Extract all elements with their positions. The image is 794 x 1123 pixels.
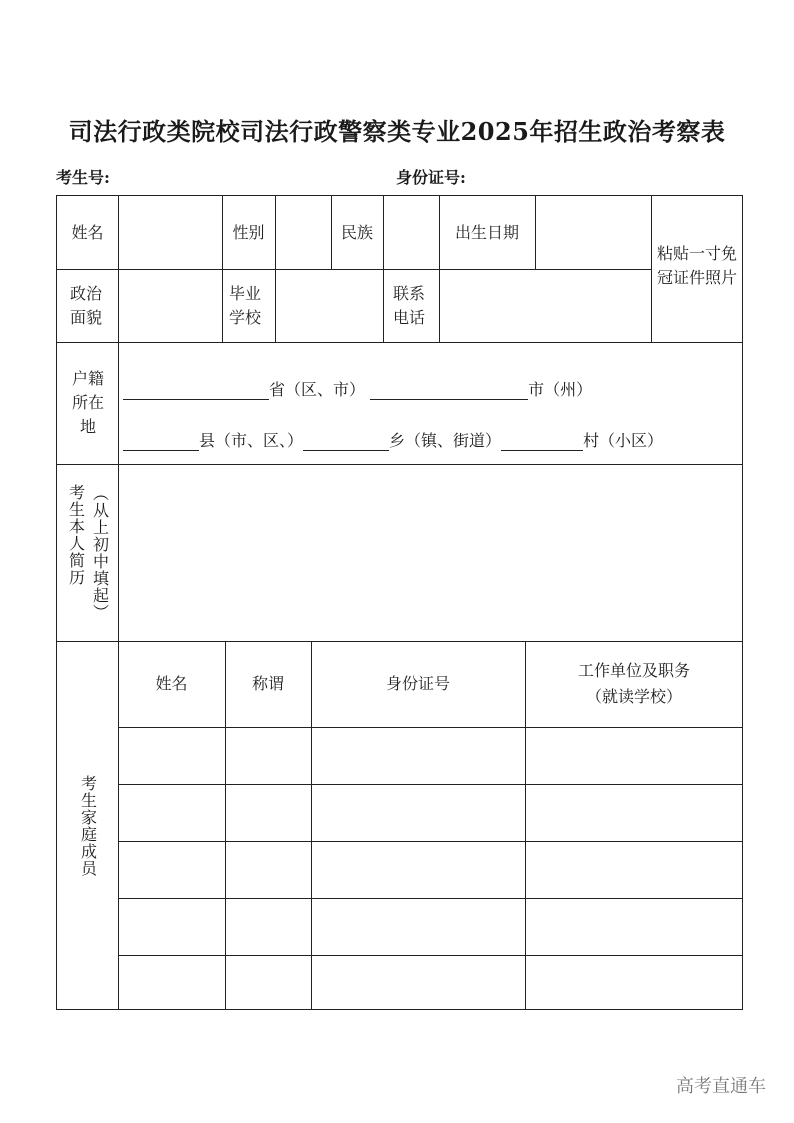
city-text: 市（州） xyxy=(528,380,593,399)
resume-input[interactable] xyxy=(118,464,743,641)
gender-input[interactable] xyxy=(275,196,331,269)
name-input[interactable] xyxy=(118,196,222,269)
county-text: 县（市、区、） xyxy=(199,431,304,450)
household-line-1 xyxy=(123,377,592,400)
resume-label: 考生本人简历 xyxy=(66,483,86,586)
school-label: 毕业学校 xyxy=(228,283,261,327)
exam-number-label: 考生号: xyxy=(56,168,110,187)
resume-label-group xyxy=(57,464,118,641)
province-text: 省（区、市） xyxy=(269,380,366,399)
birth-date-label: 出生日期 xyxy=(454,222,519,242)
family-header-work-line2: （就读学校） xyxy=(585,687,682,706)
town-text: 乡（镇、街道） xyxy=(389,431,502,450)
id-number-label: 身份证号: xyxy=(396,168,466,187)
village-blank[interactable] xyxy=(501,432,583,451)
birth-date-input[interactable] xyxy=(535,196,651,269)
watermark: 高考直通车 xyxy=(676,1076,766,1097)
form-table xyxy=(56,195,743,1010)
form-title: 司法行政类院校司法行政警察类专业2025年招生政治考察表 xyxy=(68,117,726,146)
family-header-name: 姓名 xyxy=(155,674,188,693)
county-blank[interactable] xyxy=(123,432,199,451)
family-label-box xyxy=(57,641,118,1010)
resume-sublabel: （从上初中填起） xyxy=(90,484,110,621)
political-status-input[interactable] xyxy=(118,269,222,342)
family-label: 考生家庭成员 xyxy=(78,774,98,877)
family-header-work-line1: 工作单位及职务 xyxy=(577,661,690,680)
phone-label: 联系电话 xyxy=(392,283,425,327)
political-status-label: 政治面貌 xyxy=(69,283,102,327)
village-text: 村（小区） xyxy=(583,431,664,450)
city-blank[interactable] xyxy=(370,381,528,400)
phone-input[interactable] xyxy=(439,269,651,342)
household-label: 户籍所在地 xyxy=(71,369,104,436)
family-header-id: 身份证号 xyxy=(385,674,450,693)
family-header-relation: 称谓 xyxy=(251,674,284,693)
family-header-work xyxy=(525,641,743,727)
photo-placeholder[interactable]: 粘贴一寸免冠证件照片 xyxy=(656,244,737,287)
ethnicity-input[interactable] xyxy=(383,196,439,269)
ethnicity-label: 民族 xyxy=(340,222,373,242)
gender-label: 性别 xyxy=(232,222,265,242)
school-input[interactable] xyxy=(275,269,383,342)
town-blank[interactable] xyxy=(303,432,389,451)
name-label: 姓名 xyxy=(71,222,104,242)
household-line-2 xyxy=(123,428,663,451)
province-blank[interactable] xyxy=(123,381,269,400)
